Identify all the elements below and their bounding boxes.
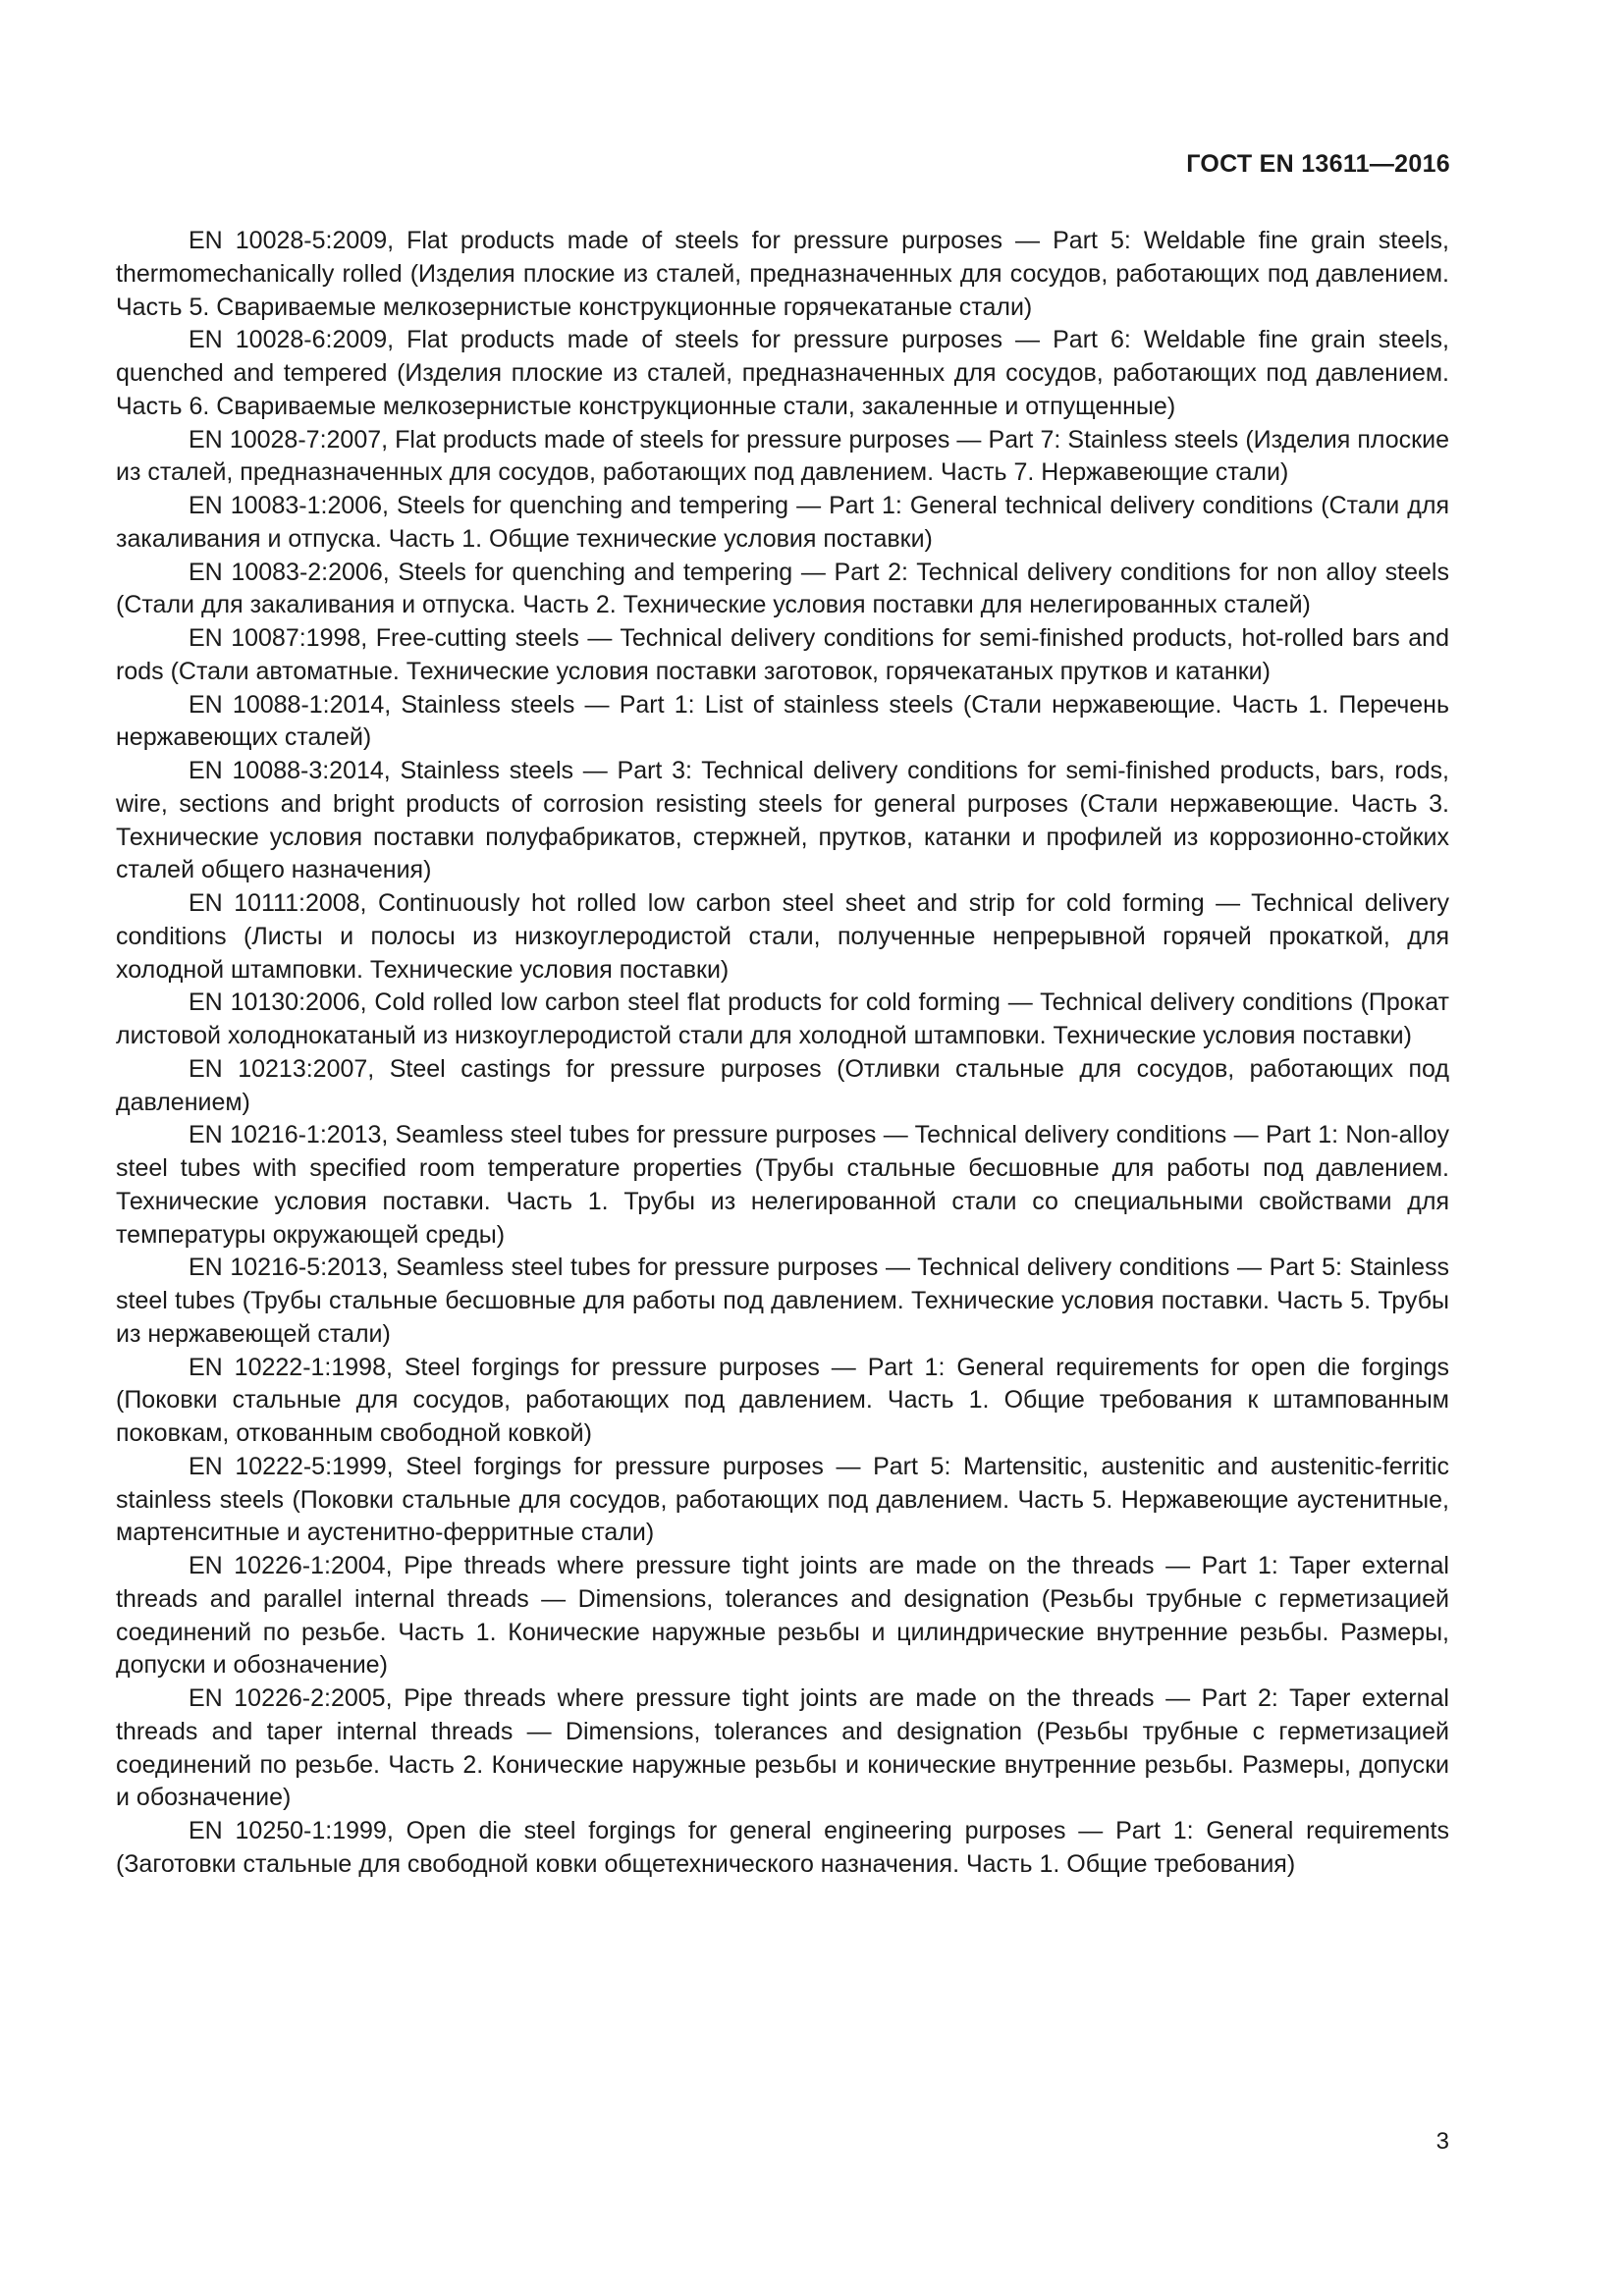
reference-entry: EN 10111:2008, Continuously hot rolled low carbon steel sheet and strip for cold forming — Technical delivery conditions (Листы и полосы из низкоуглеродистой стали, полученные непрерывной горячей прокаткой, для холодной штамповки. Технические условия поставки) — [116, 889, 1449, 984]
page-number: 3 — [1435, 2128, 1449, 2155]
reference-entry: EN 10213:2007, Steel castings for pressure purposes (Отливки стальные для сосудов, работающих под давлением) — [116, 1054, 1449, 1116]
reference-entry: EN 10088-3:2014, Stainless steels — Part 3: Technical delivery conditions for semi-finished products, bars, rods, wire, sections and bright products of corrosion resisting steels for general purposes (Стали нержавеющие. Часть 3. Технические условия поставки полуфабрикатов, стержней, прутков, катанки и профилей из коррозионно-стойких сталей общего назначения) — [116, 757, 1449, 884]
reference-entry: EN 10088-1:2014, Stainless steels — Part 1: List of stainless steels (Стали нержавеющие. Часть 1. Перечень нержавеющих сталей) — [116, 690, 1449, 752]
references-list — [116, 225, 1449, 1882]
reference-entry: EN 10222-1:1998, Steel forgings for pressure purposes — Part 1: General requirements for open die forgings (Поковки стальные для сосудов, работающих под давлением. Часть 1. Общие требования к штампованным поковкам, откованным свободной ковкой) — [116, 1353, 1449, 1447]
reference-entry: EN 10028-7:2007, Flat products made of steels for pressure purposes — Part 7: Stainless steels (Изделия плоские из сталей, предназначенных для сосудов, работающих под давлением. Часть 7. Нержавеющие стали) — [116, 425, 1449, 487]
document-header: ГОСТ EN 13611—2016 — [1186, 150, 1450, 178]
reference-entry: EN 10216-1:2013, Seamless steel tubes for pressure purposes — Technical delivery conditions — Part 1: Non-alloy steel tubes with specified room temperature properties (Трубы стальные бесшовные для работы под давлением. Технические условия поставки. Часть 1. Трубы из нелегированной стали со специальными свойствами для температуры окружающей среды) — [116, 1121, 1449, 1249]
reference-entry: EN 10028-6:2009, Flat products made of steels for pressure purposes — Part 6: Weldable fine grain steels, quenched and tempered (Изделия плоские из сталей, предназначенных для сосудов, работающих под давлением. Часть 6. Свариваемые мелкозернистые конструкционные стали, закаленные и отпущенные) — [116, 326, 1449, 420]
reference-entry: EN 10083-1:2006, Steels for quenching and tempering — Part 1: General technical delivery conditions (Стали для закаливания и отпуска. Часть 1. Общие технические условия поставки) — [116, 492, 1449, 553]
reference-entry: EN 10250-1:1999, Open die steel forgings for general engineering purposes — Part 1: General requirements (Заготовки стальные для свободной ковки общетехнического назначения. Часть 1. Общие требования) — [116, 1817, 1449, 1878]
reference-entry: EN 10083-2:2006, Steels for quenching and tempering — Part 2: Technical delivery conditions for non alloy steels (Стали для закаливания и отпуска. Часть 2. Технические условия поставки для нелегированных сталей) — [116, 558, 1449, 619]
reference-entry: EN 10087:1998, Free-cutting steels — Technical delivery conditions for semi-finished products, hot-rolled bars and rods (Стали автоматные. Технические условия поставки заготовок, горячекатаных прутков и катанки) — [116, 624, 1449, 685]
reference-entry: EN 10130:2006, Cold rolled low carbon steel flat products for cold forming — Technical delivery conditions (Прокат листовой холоднокатаный из низкоуглеродистой стали для холодной штамповки. Технические условия поставки) — [116, 988, 1449, 1049]
reference-entry: EN 10028-5:2009, Flat products made of steels for pressure purposes — Part 5: Weldable fine grain steels, thermomechanically rolled (Изделия плоские из сталей, предназначенных для сосудов, работающих под давлением. Часть 5. Свариваемые мелкозернистые конструкционные горячекатаные стали) — [116, 227, 1449, 321]
reference-entry: EN 10226-2:2005, Pipe threads where pressure tight joints are made on the threads — Part 2: Taper external threads and taper internal threads — Dimensions, tolerances and designation (Резьбы трубные с герметизацией соединений по резьбе. Часть 2. Конические наружные резьбы и конические внутренние резьбы. Размеры, допуски и обозначение) — [116, 1684, 1449, 1812]
reference-entry: EN 10222-5:1999, Steel forgings for pressure purposes — Part 5: Martensitic, austenitic and austenitic-ferritic stainless steels (Поковки стальные для сосудов, работающих под давлением. Часть 5. Нержавеющие аустенитные, мартенситные и аустенитно-ферритные стали) — [116, 1452, 1449, 1547]
reference-entry: EN 10216-5:2013, Seamless steel tubes for pressure purposes — Technical delivery conditions — Part 5: Stainless steel tubes (Трубы стальные бесшовные для работы под давлением. Технические условия поставки. Часть 5. Трубы из нержавеющей стали) — [116, 1254, 1449, 1348]
reference-entry: EN 10226-1:2004, Pipe threads where pressure tight joints are made on the threads — Part 1: Taper external threads and parallel internal threads — Dimensions, tolerances and designation (Резьбы трубные с герметизацией соединений по резьбе. Часть 1. Конические наружные резьбы и цилиндрические внутренние резьбы. Размеры, допуски и обозначение) — [116, 1552, 1449, 1680]
